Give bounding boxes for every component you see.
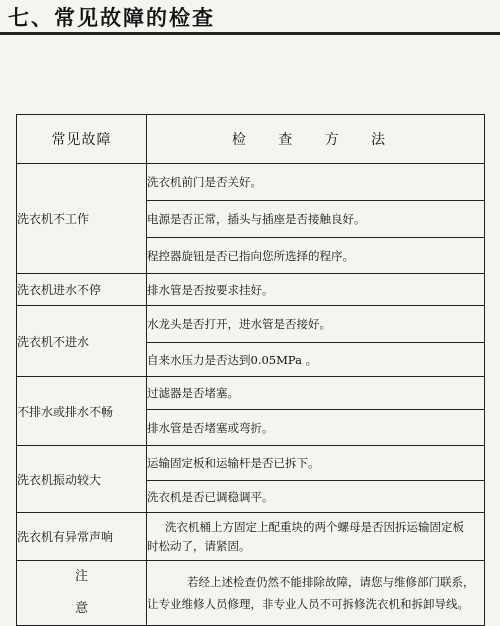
page-title: 七、常见故障的检查 xyxy=(8,6,215,30)
check-cell: 程控器旋钮是否已指向您所选择的程序。 xyxy=(147,238,485,274)
check-cell: 水龙头是否打开，进水管是否接好。 xyxy=(147,306,485,343)
check-cell: 排水管是否按要求挂好。 xyxy=(147,274,485,306)
check-cell: 运输固定板和运输杆是否已拆下。 xyxy=(147,446,485,481)
check-text: 洗衣机桶上方固定上配重块的两个螺母是否因拆运输固定板时松动了，请紧固。 xyxy=(147,519,464,553)
check-cell: 自来水压力是否达到0.05MPa 。 xyxy=(147,343,485,377)
table-header-row xyxy=(17,115,485,164)
header-fault: 常见故障 xyxy=(17,115,147,164)
fault-cell: 洗衣机不进水 xyxy=(17,306,147,377)
fault-cell: 洗衣机有异常声响 xyxy=(17,513,147,561)
note-label-bottom: 意 xyxy=(74,601,88,616)
check-cell xyxy=(147,513,485,561)
fault-cell: 洗衣机振动较大 xyxy=(17,446,147,513)
title-rule xyxy=(0,32,500,35)
check-cell: 洗衣机前门是否关好。 xyxy=(147,164,485,201)
note-label xyxy=(17,561,147,626)
header-method: 检 查 方 法 xyxy=(147,115,485,164)
table-row xyxy=(17,513,485,561)
fault-check-table xyxy=(16,114,485,626)
table-row xyxy=(17,164,485,201)
check-cell: 电源是否正常，插头与插座是否接触良好。 xyxy=(147,201,485,238)
check-cell: 排水管是否堵塞或弯折。 xyxy=(147,410,485,446)
fault-cell: 洗衣机不工作 xyxy=(17,164,147,274)
note-text: 若经上述检查仍然不能排除故障，请您与维修部门联系，让专业维修人员修理，非专业人员不可拆修洗衣机和拆卸导线。 xyxy=(147,575,475,611)
note-row xyxy=(17,561,485,626)
check-cell: 过滤器是否堵塞。 xyxy=(147,377,485,410)
table-row xyxy=(17,306,485,343)
table-row xyxy=(17,446,485,481)
table-row xyxy=(17,377,485,410)
note-label-top: 注 xyxy=(74,569,88,584)
note-text-cell xyxy=(147,561,485,626)
check-cell: 洗衣机是否已调稳调平。 xyxy=(147,481,485,513)
table-row xyxy=(17,274,485,306)
fault-cell: 不排水或排水不畅 xyxy=(17,377,147,446)
fault-cell: 洗衣机进水不停 xyxy=(17,274,147,306)
